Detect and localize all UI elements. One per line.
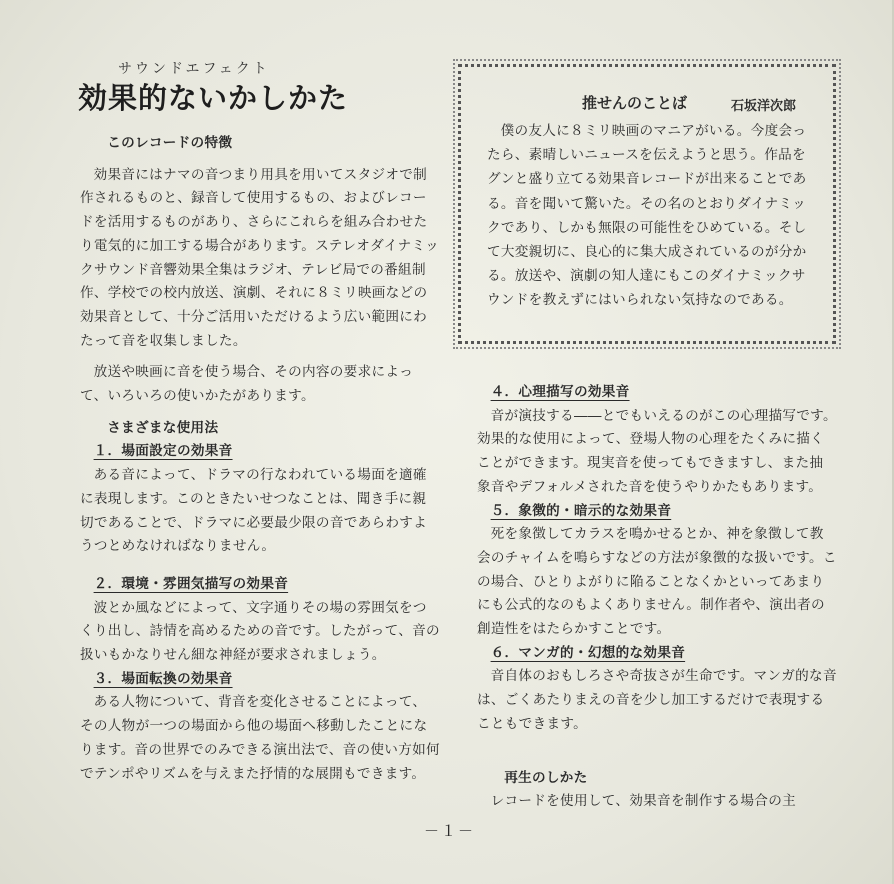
section-1-body: ある音によって、ドラマの行なわれている場面を適確に表現します。このときたいせつなことは、聞き手に親切であることで、ドラマに必要最少限の音であらわすようつとめなければなりません。 <box>80 467 428 555</box>
section-3-body: ある人物について、背音を変化させることによって、その人物が一つの場面から他の場面へ移動したことになります。音の世界でのみできる演出法で、音の使い方如何でテンポやリズムを与えまた抒情的な展開もできます。 <box>80 694 440 782</box>
section-4-body: 音が演技する――とでもいえるのがこの心理描写です。効果的な使用によって、登場人物の心理をたくみに描くことができます。現実音を使ってもできますし、また抽象音やデフォルメされた音を使うやりかたもあります。 <box>477 407 837 495</box>
recommendation-box <box>458 64 836 344</box>
left-column <box>80 132 440 786</box>
title-ruby: サウンドエフェクト <box>118 61 270 77</box>
right-column <box>477 381 837 814</box>
section-2-body: 波とか風などによって、文字通りその場の雰囲気をつくり出し、詩情を高めるための音です。したがって、音の扱いもかなりせん細な神経が要求されましょう。 <box>80 599 440 664</box>
playback-heading: 再生のしかた <box>504 769 588 786</box>
recommendation-text: 僕の友人に８ミリ映画のマニアがいる。今度会ったら、素晴しいニュースを伝えようと思う。作品をグンと盛り立てる効果音レコードが出来ることである。音を聞いて驚いた。その名のとおりダイナミックであり、しかも無限の可能性をひめている。そして大変親切に、良心的に集大成されているのが分かる。放送や、演劇の知人達にもこのダイナミックサウンドを教えずにはいられない気持なのである。 <box>487 123 807 309</box>
recommendation-body <box>487 119 817 313</box>
recommendation-author: 石坂洋次郎 <box>731 99 797 114</box>
section-6-body: 音自体のおもしろさや奇抜さが生命です。マンガ的な音は、ごくあたりまえの音を少し加工するだけで表現することもできます。 <box>477 668 837 732</box>
page-title: 効果的ないかしかた <box>78 81 349 115</box>
section-2-title: ２．環境・雰囲気描写の効果音 <box>93 575 289 592</box>
section-6-title: ６．マンガ的・幻想的な効果音 <box>490 644 686 661</box>
usage-heading: さまざまな使用法 <box>107 419 219 436</box>
section-4-title: ４．心理描写の効果音 <box>490 384 630 400</box>
recommendation-title: 推せんのことば <box>582 94 688 112</box>
section-5-body: 死を象徴してカラスを鳴かせるとか、神を象徴して教会のチャイムを鳴らすなどの方法が象徴的な扱いです。この場合、ひとりよがりに陥ることなくかといってあまりにも公式的なのもよくありません。制作者や、演出者の創造性をはたらかすことです。 <box>477 526 837 638</box>
section-5-title: ５．象徴的・暗示的な効果音 <box>490 502 672 519</box>
feature-paragraph-1: 効果音にはナマの音つまり用具を用いてスタジオで制作されるものと、録音して使用するもの、およびレコードを活用するものがあり、さらにこれらを組み合わせたり電気的に加工する場合があります。ステレオダイナミックサウンド音響効果全集はラジオ、テレビ局での番組制作、学校での校内放送、演劇、それに８ミリ映画などの効果音として、十分ご活用いただけるよう広い範囲にわたって音を収集しました。 <box>80 166 440 349</box>
playback-body: レコードを使用して、効果音を制作する場合の主 <box>490 793 796 810</box>
section-3-title: ３．場面転換の効果音 <box>93 670 233 687</box>
section-1-title: １．場面設定の効果音 <box>93 443 233 460</box>
page-number: －１－ <box>424 822 476 840</box>
feature-paragraph-2: 放送や映画に音を使う場合、その内容の要求によって、いろいろの使いかたがあります。 <box>80 364 414 405</box>
feature-heading: このレコードの特徴 <box>107 135 233 151</box>
